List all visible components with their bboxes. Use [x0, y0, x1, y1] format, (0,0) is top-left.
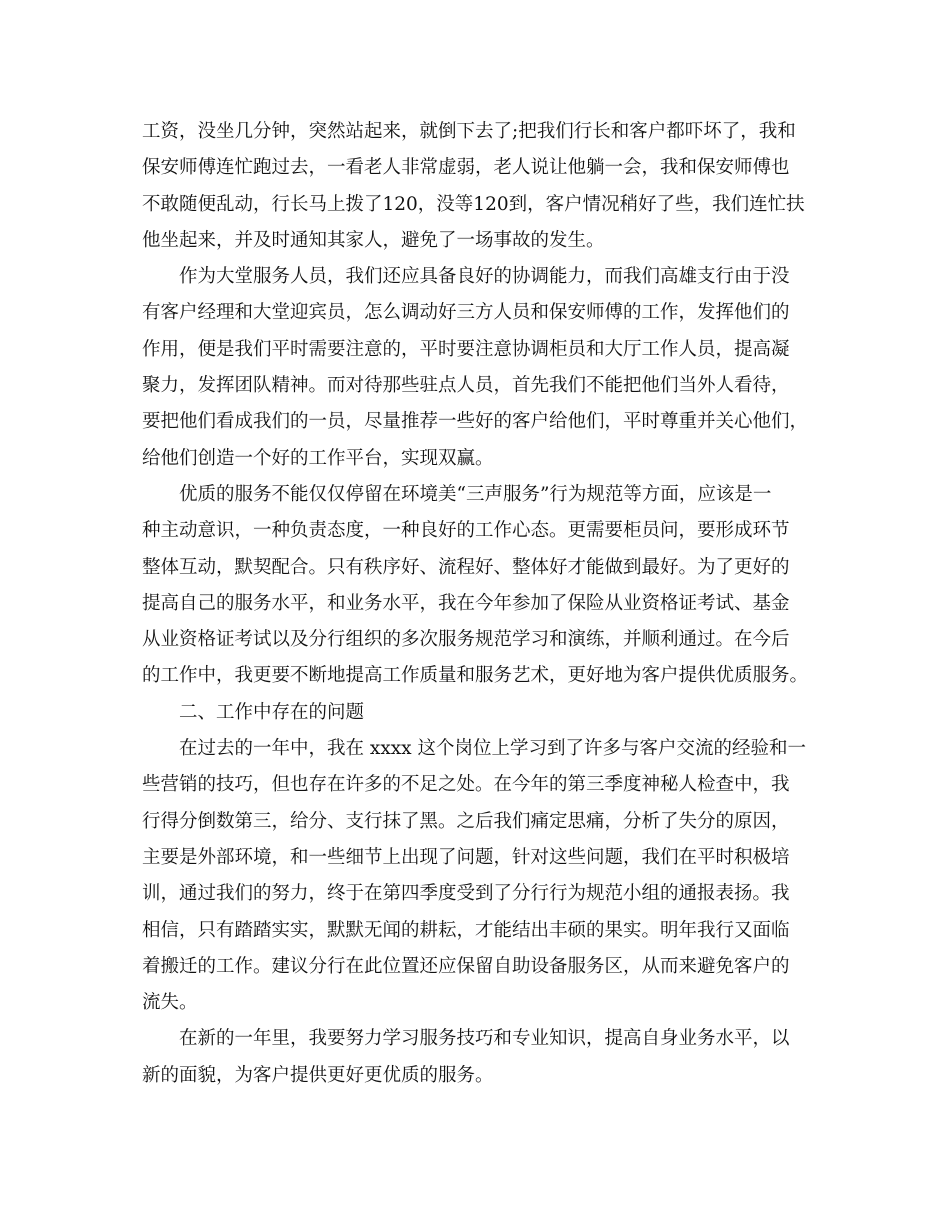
text-line: 新的面貌，为客户提供更好更优质的服务。 [142, 1064, 494, 1086]
text-line: 提高自己的服务水平，和业务水平，我在今年参加了保险从业资格证考试、基金 [142, 592, 790, 614]
text-line: 工资，没坐几分钟，突然站起来，就倒下去了;把我们行长和客户都吓坏了，我和 [142, 121, 796, 142]
text-line: 作为大堂服务人员，我们还应具备良好的协调能力，而我们高雄支行由于没 [179, 266, 790, 288]
text-line: 训，通过我们的努力，终于在第四季度受到了分行行为规范小组的通报表扬。我 [142, 883, 790, 905]
text-line: 着搬迁的工作。建议分行在此位置还应保留自助设备服务区，从而来避免客户的 [142, 955, 790, 977]
text-line: 种主动意识，一种负责态度，一种良好的工作心态。更需要柜员问，要形成环节 [142, 520, 790, 542]
text-line: 聚力，发挥团队精神。而对待那些驻点人员，首先我们不能把他们当外人看待， [142, 375, 790, 397]
text-line: 主要是外部环境，和一些细节上出现了问题，针对这些问题，我们在平时积极培 [142, 846, 790, 868]
text-line: 从业资格证考试以及分行组织的多次服务规范学习和演练，并顺利通过。在今后 [142, 629, 790, 651]
text-line: 流失。 [142, 992, 198, 1014]
text-line: 相信，只有踏踏实实，默默无闻的耕耘，才能结出丰硕的果实。明年我行又面临 [142, 919, 790, 941]
text-line: 二、工作中存在的问题 [179, 701, 365, 723]
text-line: 有客户经理和大堂迎宾员，怎么调动好三方人员和保安师傅的工作，发挥他们的 [142, 302, 790, 324]
text-line: 在过去的一年中，我在 xxxx 这个岗位上学习到了许多与客户交流的经验和一 [179, 738, 806, 760]
text-line: 不敢随便乱动，行长马上拨了120，没等120到，客户情况稍好了些，我们连忙扶 [142, 193, 805, 215]
text-line: 作用，便是我们平时需要注意的，平时要注意协调柜员和大厅工作人员，提高凝 [142, 338, 790, 360]
text-line: 在新的一年里，我要努力学习服务技巧和专业知识，提高自身业务水平，以 [179, 1028, 790, 1050]
text-line: 的工作中，我更要不断地提高工作质量和服务艺术，更好地为客户提供优质服务。 [142, 665, 809, 687]
text-line: 要把他们看成我们的一员，尽量推荐一些好的客户给他们，平时尊重并关心他们， [142, 411, 809, 433]
text-line: 行得分倒数第三，给分、支行抹了黑。之后我们痛定思痛，分析了失分的原因， [142, 810, 790, 832]
document-body [142, 114, 808, 1094]
text-line: 他坐起来，并及时通知其家人，避免了一场事故的发生。 [142, 229, 605, 251]
text-line: 些营销的技巧，但也存在许多的不足之处。在今年的第三季度神秘人检查中，我 [142, 774, 790, 796]
text-line: 保安师傅连忙跑过去，一看老人非常虚弱，老人说让他躺一会，我和保安师傅也 [142, 157, 790, 179]
text-line: 整体互动，默契配合。只有秩序好、流程好、整体好才能做到最好。为了更好的 [142, 556, 790, 578]
text-line: 优质的服务不能仅仅停留在环境美“三声服务”行为规范等方面，应该是一 [179, 483, 772, 505]
text-line: 给他们创造一个好的工作平台，实现双赢。 [142, 447, 494, 469]
